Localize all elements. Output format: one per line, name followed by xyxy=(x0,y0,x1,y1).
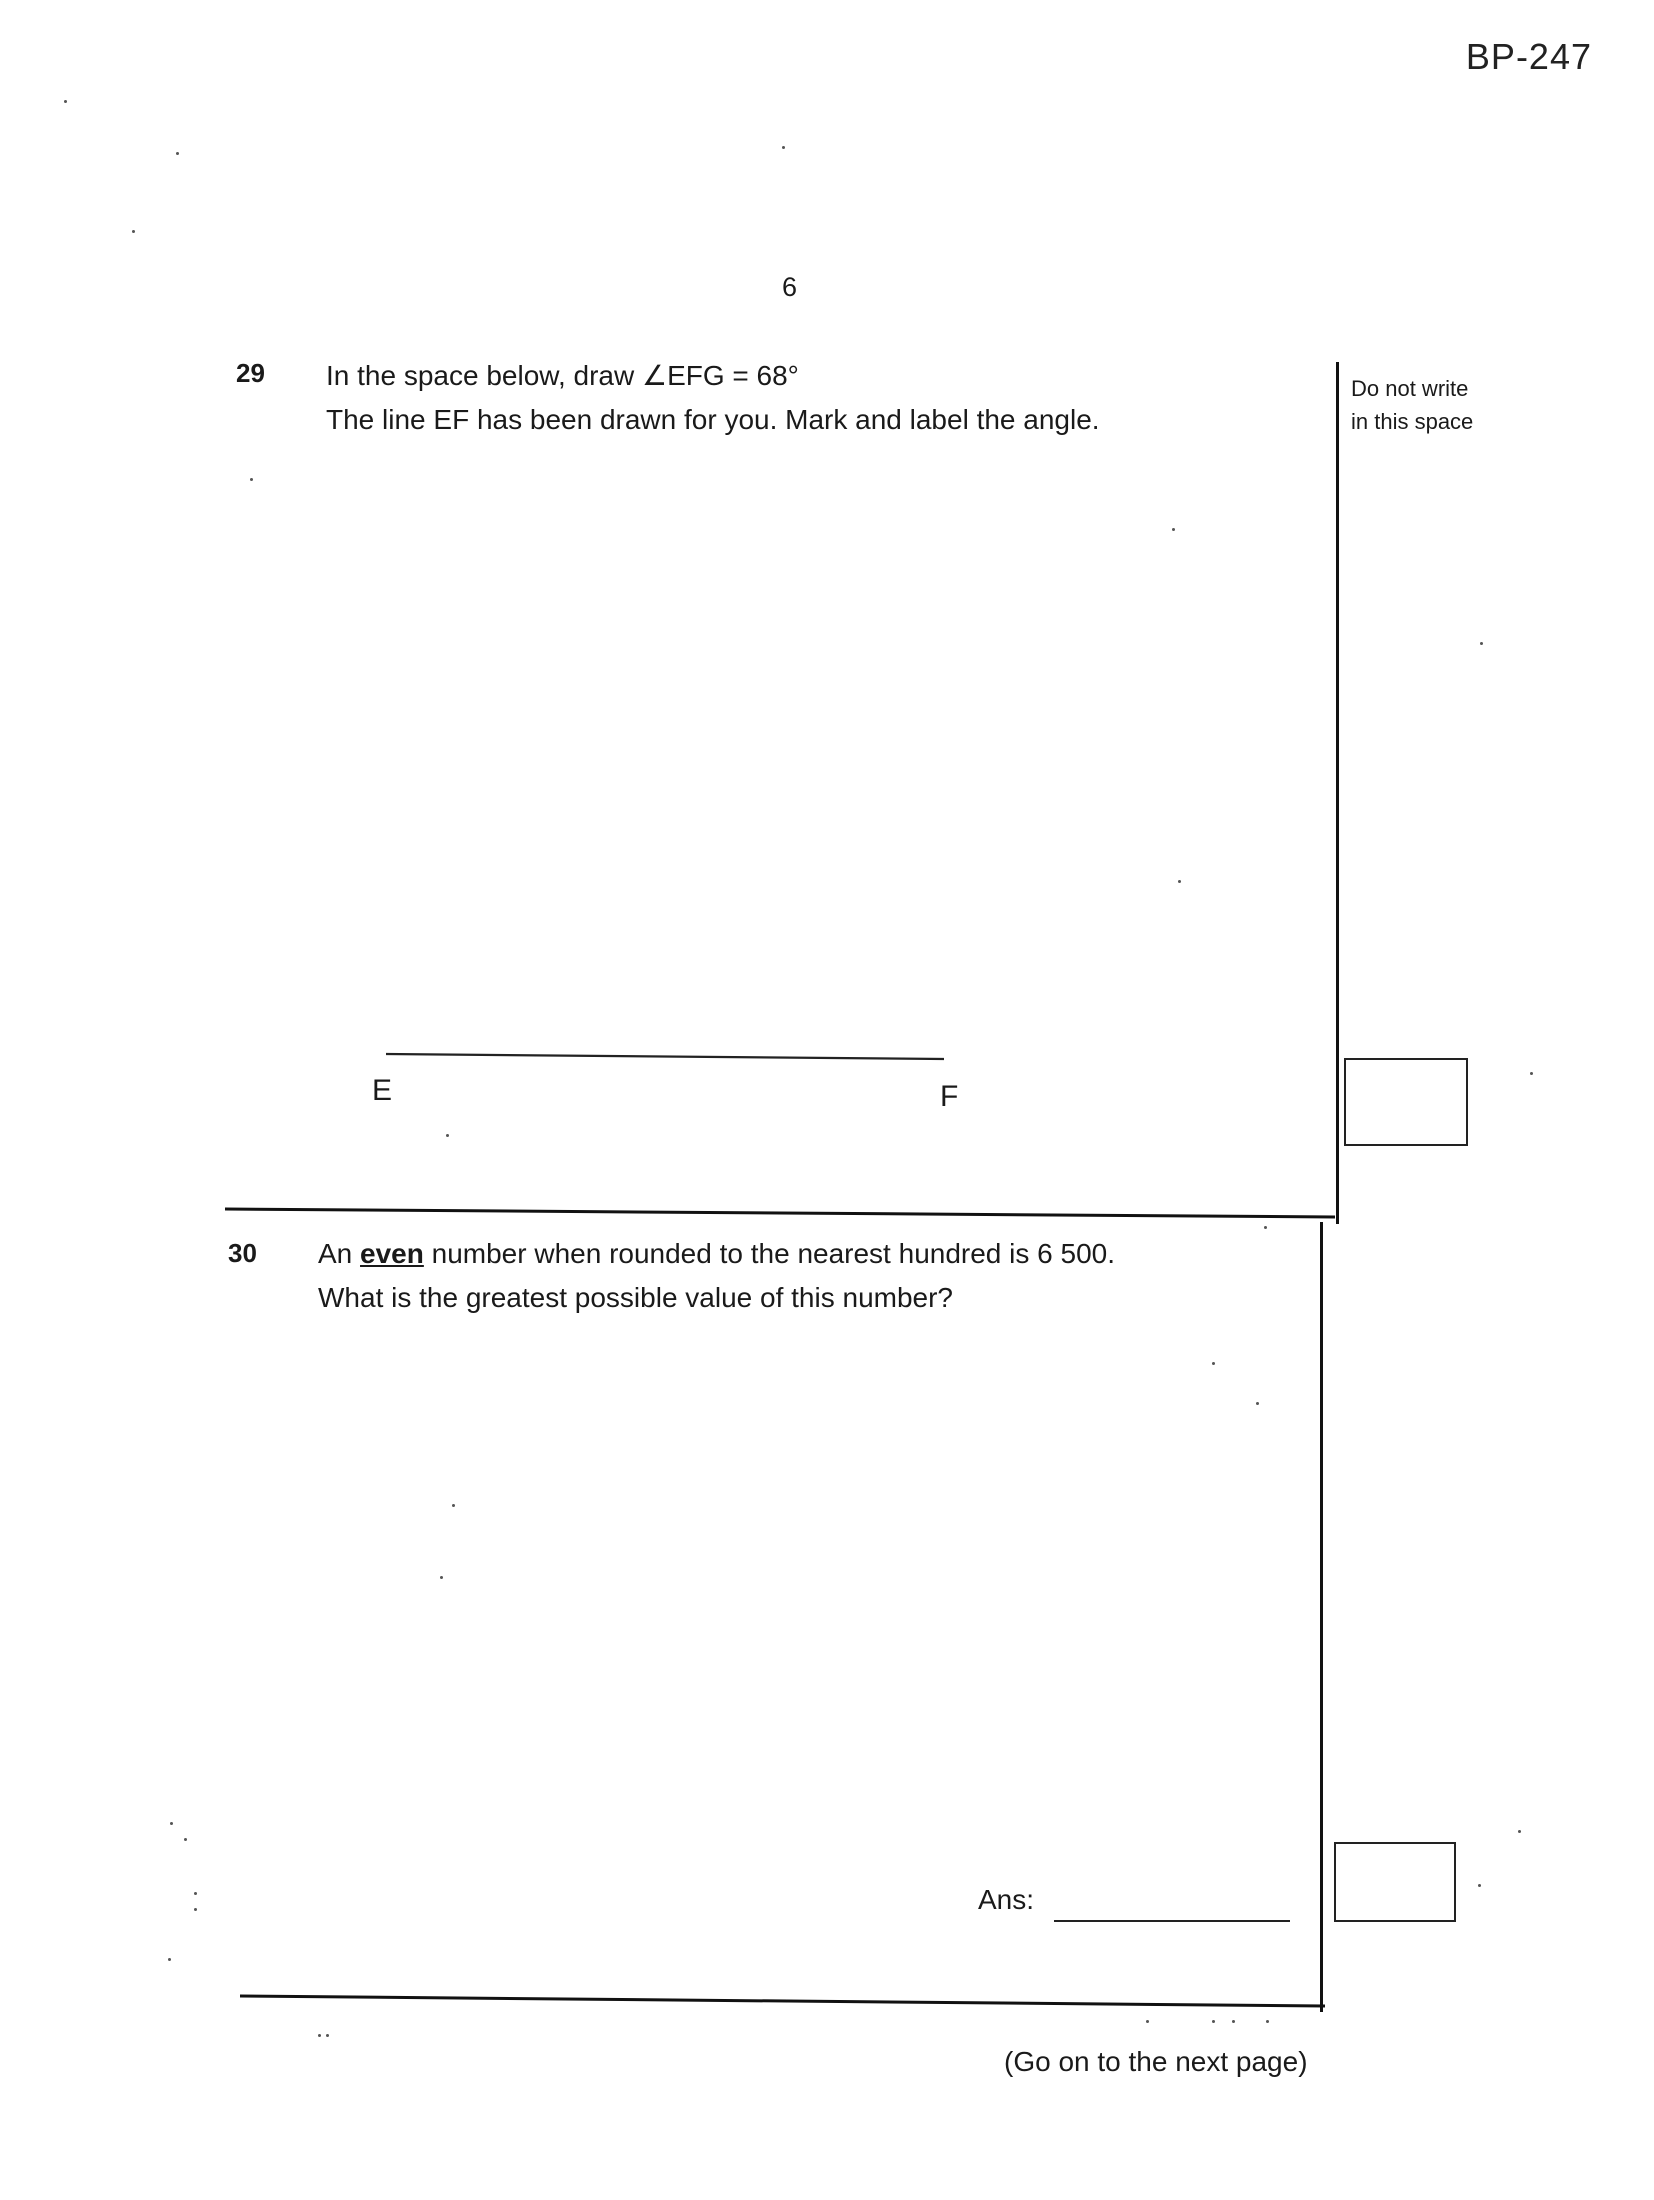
scan-speck xyxy=(194,1892,197,1895)
point-f-label: F xyxy=(940,1080,959,1113)
question-29-line-2: The line EF has been drawn for you. Mark and label the angle. xyxy=(326,404,1100,435)
emphasized-word-even: even xyxy=(360,1238,424,1269)
margin-divider-lower xyxy=(1320,1222,1323,2012)
scan-speck xyxy=(1172,528,1175,531)
scan-speck xyxy=(1478,1884,1481,1887)
question-separator xyxy=(225,1206,1335,1222)
question-30-marks-box[interactable] xyxy=(1334,1842,1456,1922)
question-30-text xyxy=(318,1232,1115,1320)
scan-speck xyxy=(1530,1072,1533,1075)
question-30-line-2: What is the greatest possible value of this number? xyxy=(318,1282,954,1313)
document-code: BP-247 xyxy=(1465,36,1592,77)
page-number: 6 xyxy=(782,272,798,302)
scan-speck xyxy=(318,2034,321,2037)
bottom-rule xyxy=(240,1992,1325,2012)
question-30-line-1-start: An xyxy=(318,1238,361,1269)
scan-speck xyxy=(170,1822,173,1825)
scan-speck xyxy=(452,1504,455,1507)
scan-speck xyxy=(184,1838,187,1841)
scan-speck xyxy=(250,478,253,481)
margin-divider-upper xyxy=(1336,362,1339,1224)
question-separator-line xyxy=(225,1209,1335,1217)
bottom-rule-line xyxy=(240,1996,1325,2006)
scan-speck xyxy=(1146,2020,1149,2023)
answer-label: Ans: xyxy=(978,1884,1035,1915)
scan-speck xyxy=(194,1908,197,1911)
scan-speck xyxy=(1266,2020,1269,2023)
question-30-number: 30 xyxy=(228,1238,257,1268)
drawing-area[interactable] xyxy=(236,460,1316,1200)
point-e-label: E xyxy=(372,1074,393,1107)
footer-go-on-note: (Go on to the next page) xyxy=(1004,2046,1308,2077)
question-30-line-1-end: number when rounded to the nearest hundred is 6 500. xyxy=(423,1238,1115,1269)
scan-speck xyxy=(168,1958,171,1961)
scan-speck xyxy=(176,152,179,155)
line-ef xyxy=(380,1050,950,1066)
scan-speck xyxy=(1212,1362,1215,1365)
scan-speck xyxy=(1518,1830,1521,1833)
scan-speck xyxy=(440,1576,443,1579)
question-29-number: 29 xyxy=(236,358,265,388)
margin-note-line-1: Do not write xyxy=(1351,376,1469,401)
scan-speck xyxy=(326,2034,329,2037)
question-29-text xyxy=(326,354,1100,442)
question-30-line-1 xyxy=(318,1232,1115,1276)
scan-speck xyxy=(1178,880,1181,883)
scan-speck xyxy=(1480,642,1483,645)
answer-field[interactable] xyxy=(1054,1906,1290,1922)
scan-speck xyxy=(64,100,67,103)
scan-speck xyxy=(1232,2020,1235,2023)
question-29-marks-box[interactable] xyxy=(1344,1058,1468,1146)
scan-speck xyxy=(446,1134,449,1137)
question-29-line-1: In the space below, draw ∠EFG = 68° xyxy=(326,360,799,391)
line-ef-segment xyxy=(386,1054,944,1059)
scan-speck xyxy=(782,146,785,149)
working-area[interactable] xyxy=(228,1340,1308,1870)
scan-speck xyxy=(1256,1402,1259,1405)
scan-speck xyxy=(1212,2020,1215,2023)
scan-speck xyxy=(1264,1226,1267,1229)
margin-note-line-2: in this space xyxy=(1351,409,1474,434)
scan-speck xyxy=(132,230,135,233)
margin-note xyxy=(1351,372,1511,438)
